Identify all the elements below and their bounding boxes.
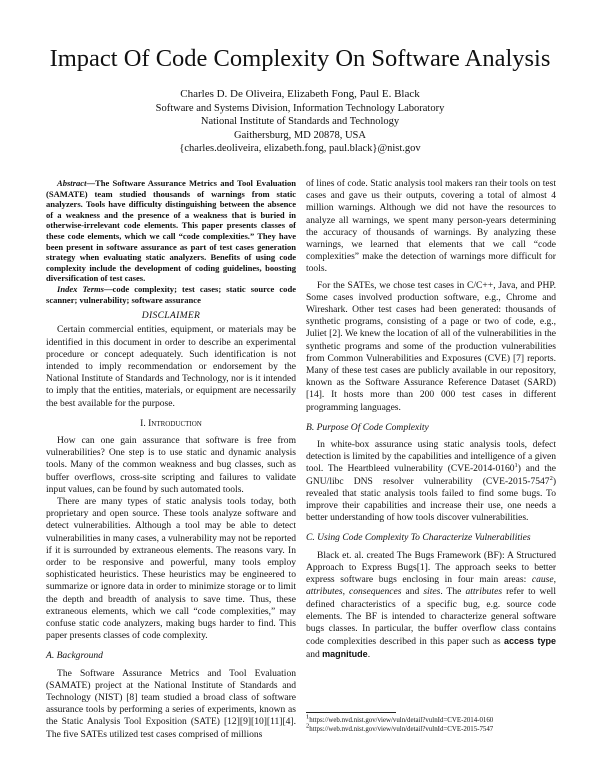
term-consequences: consequences — [349, 586, 402, 598]
purpose-text: In white-box assurance using static analysis tools, defect detection is limited by the capabilities and intelligence of a given tool. The Heartbleed vulnerability (CVE-2014-0160 — [306, 439, 556, 475]
text-run: . — [367, 649, 371, 661]
text-run: Black et. al. created The Bugs Framework (BF): A Structured Approach to Express Bugs[1]. The approach seeks to better express software bugs enclosing in four main areas: — [306, 549, 556, 586]
footnote — [306, 722, 566, 734]
disclaimer-heading: DISCLAIMER — [141, 310, 201, 322]
subsection-heading: A. Background — [46, 650, 103, 662]
text-run: . The — [440, 586, 466, 598]
footnote-number: 2 — [306, 722, 310, 730]
abstract — [46, 178, 296, 284]
text-run: refer to well defined characteristics of a specific bug, e.g. source code elements. The BF is intended to characterize general software bugs classes. In particular, the buffer overflow class contains code complexities described in this paper such as — [306, 586, 556, 648]
author-block — [0, 88, 600, 156]
footnote — [306, 713, 566, 725]
affiliation-line: Software and Systems Division, Information Technology Laboratory — [155, 102, 445, 114]
footnote-link[interactable]: https://web.nvd.nist.gov/view/vuln/detail?vulnId=CVE-2015-7547 — [309, 726, 494, 734]
purpose-text: ) revealed that static analysis tools failed to find some bugs. To improve their capabilities and increase their use, one needs a better understanding of how tools discover vulnerabilities. — [306, 475, 556, 524]
left-column — [46, 178, 296, 741]
subsection-heading: B. Purpose Of Code Complexity — [306, 421, 429, 433]
purpose-text: ) and the GNU/libc DNS resolver vulnerability (CVE-2015-7547 — [306, 463, 556, 487]
term-cause: cause — [531, 574, 554, 586]
authors: Charles D. De Oliveira, Elizabeth Fong, Paul E. Black — [180, 88, 420, 100]
footnotes — [306, 712, 566, 734]
section-heading: I. Introduction — [140, 417, 202, 429]
index-terms-label: Index Terms — [57, 283, 104, 294]
term-attributes: attributes — [465, 586, 503, 598]
footnote-link[interactable]: https://web.nvd.nist.gov/view/vuln/detail?vulnId=CVE-2014-0160 — [309, 717, 494, 724]
paragraph: The Software Assurance Metrics and Tool Evaluation (SAMATE) project at the National Institute of Standards and Technology (NIST) [8] team studied a broad class of software assurance tools by performing a series of experiments, known as the Static Analysis Tool Exposition (SATE) [12][9][10][11][4]. The five SATEs utilized test cases comprised of millions — [46, 667, 296, 740]
term-access-type: access type — [504, 636, 556, 647]
footnote-ref: 1 — [514, 462, 518, 470]
abstract-label: Abstract — [57, 178, 87, 188]
text-run: , — [553, 574, 556, 586]
index-terms-text: —code complexity; test cases; static source code scanner; vulnerability; software assurance — [46, 283, 296, 305]
affiliation-line: Gaithersburg, MD 20878, USA — [234, 129, 366, 141]
paragraph — [306, 550, 556, 662]
paragraph: of lines of code. Static analysis tool makers ran their tools on test cases and gave us their outputs, covering a total of almost 4 million warnings. Although we did not have the resources to analyze all warnings, we spent many person-years determining the accuracy of thousands of warnings. By analyzing these warnings, we learned that elements that we call “code complexities” make the detection of warnings more difficult for tools. — [306, 178, 556, 275]
paragraph: For the SATEs, we chose test cases in C/C++, Java, and PHP. Some cases involved production software, e.g., Chrome and Wireshark. Other test cases had been generated: thousands of synthetic programs, consisting of a page or two of code, e.g., Juliet [2]. We knew the location of all of the vulnerabilities in the synthetic programs and some of the production vulnerabilities from Common Vulnerabilities and Exposures (CVE) [7] reports. Many of these test cases are publicly available in our repository, known as the Software Assurance Reference Dataset (SARD) [14]. It hosts more than 200 000 test cases in different programming languages. — [306, 279, 556, 413]
index-terms — [46, 284, 296, 305]
footnote-ref: 2 — [549, 474, 553, 482]
text-run: and — [401, 586, 424, 598]
footnote-rule — [306, 712, 396, 713]
abstract-text: —The Software Assurance Metrics and Tool Evaluation (SAMATE) team studied thousands of warnings from static analyzers. Tools have difficulty distinguishing between the absence of a weakness and the presence of a weakness that is buried in otherwise-irrelevant code elements. This paper presents classes of these code elements, which we call “code complexities.” They have been present in software assurance as part of test cases generation strategy when evaluating static analyzers. Benefits of using code complexity include the development of coding guidelines, boosting diversification of test cases. — [46, 178, 296, 284]
term-sites: sites — [423, 586, 441, 598]
author-emails: {charles.deoliveira, elizabeth.fong, paul.black}@nist.gov — [179, 143, 421, 155]
term-magnitude: magnitude — [322, 649, 368, 660]
term-attributes: attributes — [306, 586, 343, 598]
paragraph — [306, 439, 556, 524]
footnote-number: 1 — [306, 713, 310, 721]
paper-title: Impact Of Code Complexity On Software Analysis — [49, 45, 551, 72]
subsection-heading: C. Using Code Complexity To Characterize Vulnerabilities — [306, 532, 531, 544]
paragraph: There are many types of static analysis tools today, both proprietary and open source. These tools analyze software and detect vulnerabilities. Although a tool may be able to detect vulnerabilities in many cases, a vulnerability may not be reported if it is surrounded by extraneous elements. The reasons vary. In order to be responsive and powerful, many tools employ sophisticated heuristics. These heuristics may be engineered to summarize or ignore data in order to minimize storage or to limit the depth and breadth of analysis to save time. Thus, these extraneous elements, which we call “code complexities,” may confuse static code analyzers, making bugs harder to find. This paper presents classes of code complexity. — [46, 495, 296, 642]
disclaimer-text: Certain commercial entities, equipment, or materials may be identified in this document in order to describe an experimental procedure or concept adequately. Such identification is not intended to imply recommendation or endorsement by the National Institute of Standards and Technology, nor is it intended to imply that the entities, materials, or equipment are necessarily the best available for the purpose. — [46, 324, 296, 409]
affiliation-line: National Institute of Standards and Technology — [200, 116, 400, 128]
text-run: , — [342, 586, 350, 598]
right-column — [306, 178, 556, 662]
paragraph: How can one gain assurance that software is free from vulnerabilities? One step is to use static and dynamic analysis tools. Many of the common weakness and bug classes, such as buffer overflows, cross-site scripting and failures to validate input values, can be found by such automated tools. — [46, 434, 296, 495]
text-run: and — [306, 649, 323, 661]
